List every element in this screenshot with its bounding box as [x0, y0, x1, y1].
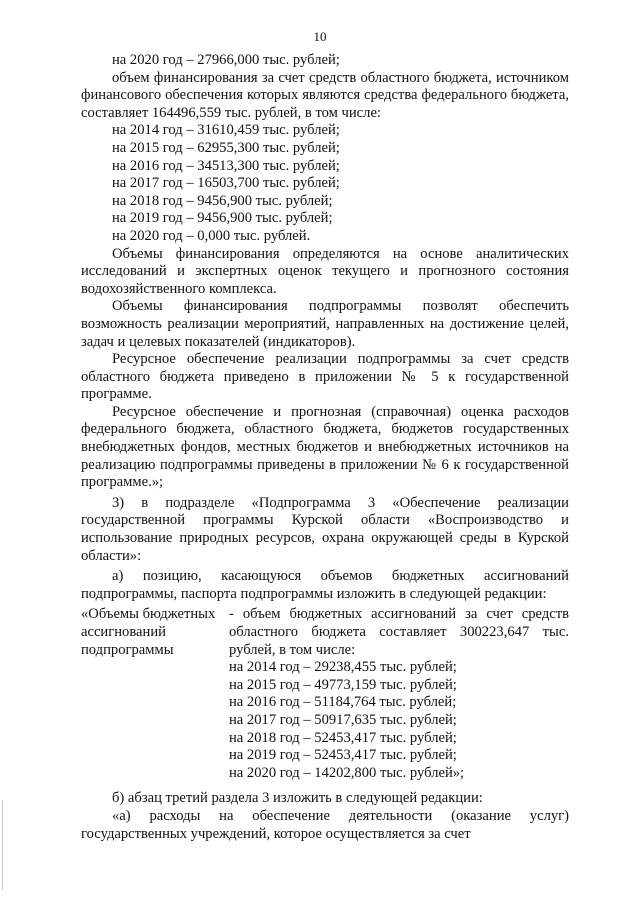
list-item-year: на 2015 год – 62955,300 тыс. рублей; — [112, 139, 340, 156]
list-item-year: на 2016 год – 51184,764 тыс. рублей; — [229, 694, 457, 711]
paragraph-appendix-6: Ресурсное обеспечение и прогнозная (справочная) оценка расходов федерального бюджета, областного бюджета, бюджетов государственных внебюджетных фондов, местных бюджетов и внебюджетных источников на реализацию подпрограммы приведены в приложении № 6 к государственной программе.»; — [81, 403, 569, 491]
scan-edge-line — [2, 800, 3, 890]
document-body — [81, 52, 569, 843]
paragraph-federal-funding: объем финансирования за счет средств областного бюджета, источником финансового обеспечения которых являются средства федерального бюджета, составляет 164496,559 тыс. рублей, в том числе: — [81, 69, 569, 121]
passport-value-intro: - объем бюджетных ассигнований за счет средств областного бюджета составляет 300223,647 тыс. рублей, в том числе: — [229, 606, 569, 658]
list-item-year: на 2020 год – 14202,800 тыс. рублей»; — [229, 764, 465, 781]
paragraph-funding-basis: Объемы финансирования определяются на основе аналитических исследований и экспертных оценок текущего и прогнозного состояния водохозяйственного комплекса. — [81, 245, 569, 297]
passport-label: «Объемы бюджетных ассигнований подпрограммы — [81, 606, 216, 658]
paragraph-position-a: а) позицию, касающуюся объемов бюджетных ассигнований подпрограммы, паспорта подпрограммы изложить в следующей редакции: — [81, 568, 569, 602]
list-item-year: на 2014 год – 29238,455 тыс. рублей; — [229, 659, 457, 676]
list-item-year: на 2018 год – 52453,417 тыс. рублей; — [229, 729, 457, 746]
list-item-year: на 2019 год – 52453,417 тыс. рублей; — [229, 747, 457, 764]
list-item-year: на 2017 год – 16503,700 тыс. рублей; — [112, 175, 340, 192]
passport-value — [229, 606, 569, 782]
paragraph-subprogram-3: 3) в подразделе «Подпрограмма 3 «Обеспечение реализации государственной программы Курской области «Воспроизводство и использование природных ресурсов, охрана окружающей среды в Курской области»: — [81, 494, 569, 564]
list-item-year: на 2019 год – 9456,900 тыс. рублей; — [112, 210, 333, 227]
paragraph-b: б) абзац третий раздела 3 изложить в следующей редакции: — [112, 790, 483, 807]
passport-position-block — [81, 606, 569, 782]
list-item-year: на 2020 год – 0,000 тыс. рублей. — [112, 227, 311, 244]
paragraph-appendix-5: Ресурсное обеспечение реализации подпрограммы за счет средств областного бюджета приведено в приложении № 5 к государственной программе. — [81, 351, 569, 403]
list-item-year: на 2015 год – 49773,159 тыс. рублей; — [229, 676, 457, 693]
list-item-year: на 2018 год – 9456,900 тыс. рублей; — [112, 192, 333, 209]
list-item-year: на 2017 год – 50917,635 тыс. рублей; — [229, 711, 457, 728]
list-item-year: на 2016 год – 34513,300 тыс. рублей; — [112, 157, 340, 174]
spacer — [81, 782, 569, 790]
paragraph-a-expenses: «а) расходы на обеспечение деятельности (оказание услуг) государственных учреждений, которое осуществляется за счет — [81, 807, 569, 842]
paragraph-funding-goals: Объемы финансирования подпрограммы позволят обеспечить возможность реализации мероприятий, направленных на достижение целей, задач и целевых показателей (индикаторов). — [81, 298, 569, 350]
list-item-year: на 2014 год – 31610,459 тыс. рублей; — [112, 122, 340, 139]
paragraph-year-2020-line: на 2020 год – 27966,000 тыс. рублей; — [112, 52, 340, 68]
page-number: 10 — [313, 29, 327, 44]
